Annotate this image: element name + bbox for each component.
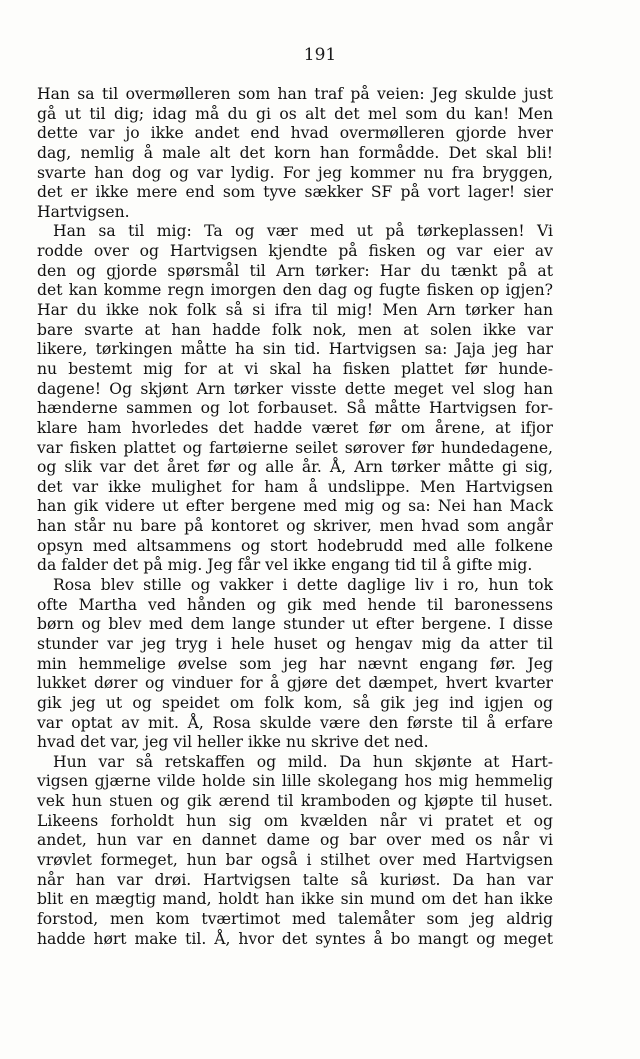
text-line: han står nu bare på kontoret og skriver, men hvad som angår — [37, 517, 553, 536]
text-line: bare svarte at han hadde folk nok, men at solen ikke var — [37, 320, 553, 339]
text-line: var optat av mit. Å, Rosa skulde være den første til å erfare — [37, 713, 553, 732]
text-line: dette var jo ikke andet end hvad overmølleren gjorde hver — [37, 124, 553, 143]
text-line: da falder det på mig. Jeg får vel ikke engang tid til å gifte mig. — [37, 556, 533, 575]
text-line: vrøvlet formeget, hun bar også i stilhet over med Hartvigsen — [37, 850, 553, 869]
text-line: blit en mægtig mand, holdt han ikke sin mund om det han ikke — [37, 890, 553, 909]
text-line: Hartvigsen. — [37, 202, 130, 221]
text-line: svarte han dog og var lydig. For jeg kommer nu fra bryggen, — [37, 163, 553, 182]
text-line: likere, tørkingen måtte ha sin tid. Hartvigsen sa: Jaja jeg har — [37, 340, 553, 359]
body-text — [37, 85, 553, 949]
text-line: lukket dører og vinduer for å gjøre det dæmpet, hvert kvarter — [37, 674, 553, 693]
text-line: gik jeg ut og speidet om folk kom, så gik jeg ind igjen og — [37, 693, 553, 712]
text-line: og slik var det året før og alle år. Å, Arn tørker måtte gi sig, — [37, 458, 553, 477]
text-line: hænderne sammen og lot forbauset. Så måtte Hartvigsen for- — [37, 399, 553, 418]
text-line: han gik videre ut efter bergene med mig og sa: Nei han Mack — [37, 497, 553, 516]
text-line: dag, nemlig å male alt det korn han formådde. Det skal bli! — [37, 143, 553, 162]
text-line: var fisken plattet og fartøierne seilet sørover før hundedagene, — [37, 438, 553, 457]
text-line: ofte Martha ved hånden og gik med hende til baronessens — [37, 595, 553, 614]
text-line: Hun var så retskaffen og mild. Da hun skjønte at Hart- — [53, 752, 553, 771]
text-line: vigsen gjærne vilde holde sin lille skolegang hos mig hemmelig — [37, 772, 553, 791]
text-line: børn og blev med dem lange stunder ut efter bergene. I disse — [37, 615, 553, 634]
text-line: stunder var jeg tryg i hele huset og hengav mig da atter til — [37, 634, 553, 653]
text-line: klare ham hvorledes det hadde været før om årene, at ifjor — [37, 418, 553, 437]
text-line: det kan komme regn imorgen den dag og fugte fisken op igjen? — [37, 281, 553, 300]
text-line: Han sa til overmøllеren som han traf på veien: Jeg skulde just — [37, 85, 553, 103]
page-number: 191 — [303, 45, 337, 65]
text-line: andet, hun var en dannet dame og bar over med os når vi — [37, 831, 553, 850]
text-line: det er ikke mere end som tyve sækker SF på vort lager! sier — [37, 183, 553, 202]
text-line: Han sa til mig: Ta og vær med ut på tørkeplassen! Vi — [53, 222, 553, 241]
text-line: det var ikke mulighet for ham å undslippe. Men Hartvigsen — [37, 477, 553, 496]
text-line: hadde hørt make til. Å, hvor det syntes å bo mangt og meget — [37, 929, 553, 948]
text-line: dagene! Og skjønt Arn tørker visste dette meget vel slog han — [37, 379, 553, 398]
text-line: Likeens forholdt hun sig om kvælden når vi pratet et og — [37, 811, 553, 830]
text-line: Rosa blev stille og vakker i dette daglige liv i ro, hun tok — [53, 576, 553, 595]
text-line: den og gjorde spørsmål til Arn tørker: Har du tænkt på at — [37, 261, 553, 280]
text-line: Har du ikke nok folk så si ifra til mig! Men Arn tørker han — [37, 301, 553, 320]
text-line: opsyn med altsammens og stort hodebrudd med alle folkene — [37, 536, 553, 555]
text-line: gå ut til dig; idag må du gi os alt det mel som du kan! Men — [37, 104, 553, 123]
text-line: når han var drøi. Hartvigsen talte så kuriøst. Da han var — [37, 870, 553, 889]
text-line: nu bestemt mig for at vi skal ha fisken plattet før hunde- — [37, 359, 553, 378]
text-line: forstod, men kom tværtimot med talemåter som jeg aldrig — [37, 909, 553, 928]
text-line: vek hun stuen og gik ærend til kramboden og kjøpte til huset. — [37, 792, 553, 811]
text-line: hvad det var, jeg vil heller ikke nu skrive det ned. — [37, 733, 429, 752]
text-line: rodde over og Hartvigsen kjendte på fisken og var eier av — [37, 242, 553, 261]
text-line: min hemmelige øvelse som jeg har nævnt engang før. Jeg — [37, 654, 553, 673]
